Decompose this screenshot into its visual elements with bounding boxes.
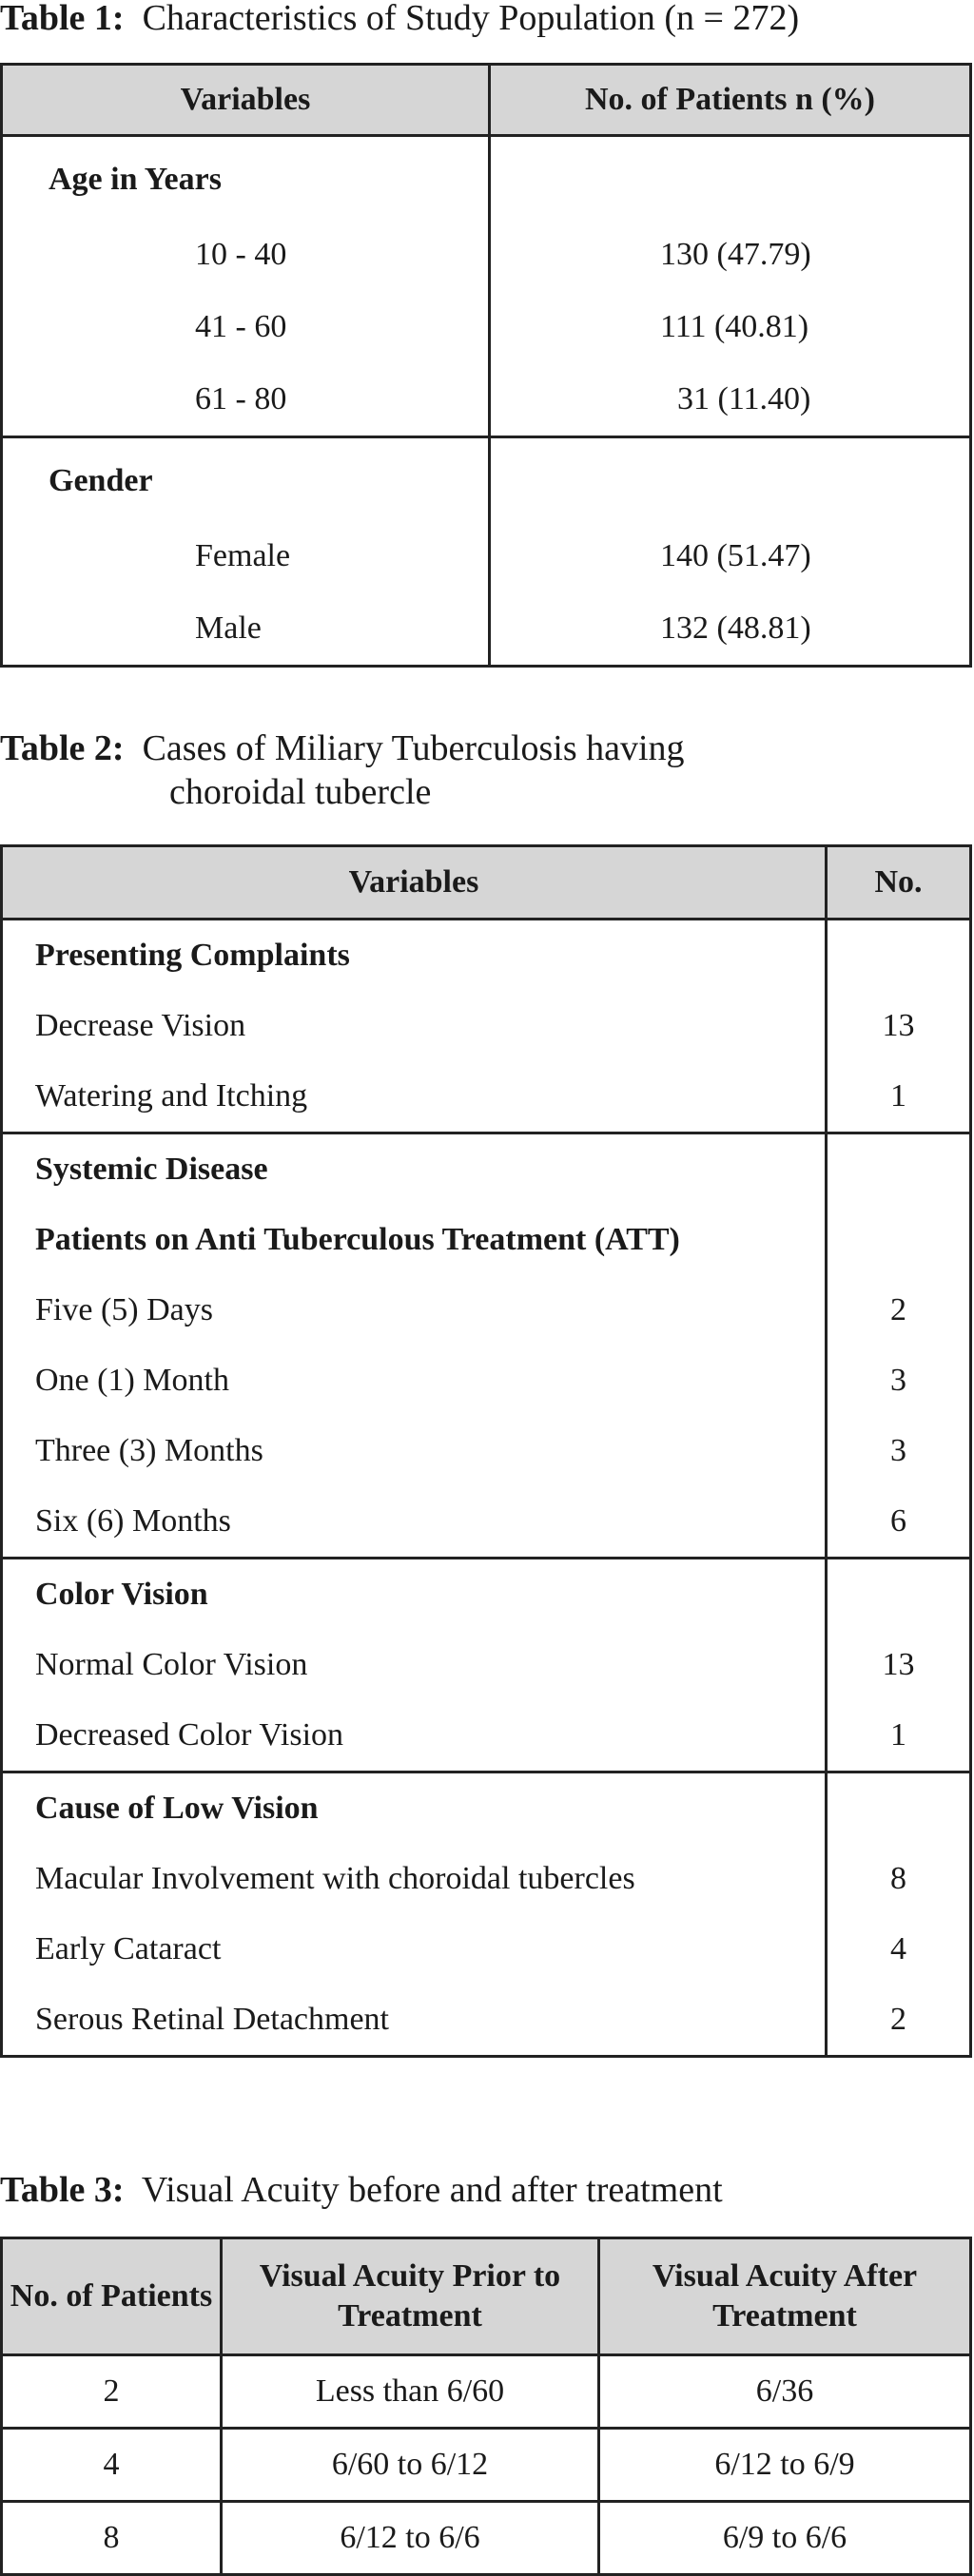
row-value: 130 (47.79) <box>660 237 811 272</box>
group-heading: Systemic Disease <box>35 1152 268 1187</box>
table1-caption-label: Table 1: <box>0 0 125 38</box>
row-label: Five (5) Days <box>35 1292 213 1327</box>
table2-caption-line2: choroidal tubercle <box>169 772 432 812</box>
table3-caption <box>0 2168 723 2212</box>
table3 <box>0 2237 972 2576</box>
group-heading: Cause of Low Vision <box>35 1791 319 1826</box>
table-row <box>2 2429 971 2502</box>
row-label: Watering and Itching <box>35 1078 308 1114</box>
row-value: 13 <box>882 1647 915 1682</box>
table2-col-no: No. <box>827 846 971 920</box>
cell-after: 6/9 to 6/6 <box>599 2502 971 2575</box>
row-label: Macular Involvement with choroidal tubercles <box>35 1861 635 1896</box>
table2-caption-label: Table 2: <box>0 728 125 768</box>
row-label: One (1) Month <box>35 1363 229 1398</box>
table1-col-variables: Variables <box>2 65 490 136</box>
table3-caption-text: Visual Acuity before and after treatment <box>141 2170 723 2210</box>
row-value: 2 <box>890 2002 906 2037</box>
row-value: 3 <box>890 1363 906 1398</box>
row-label: 10 - 40 <box>195 237 287 272</box>
table2-group-low-vision <box>2 1772 971 2057</box>
cell-prior: 6/60 to 6/12 <box>222 2429 599 2502</box>
table2-col-variables: Variables <box>2 846 827 920</box>
row-value: 31 (11.40) <box>677 381 811 416</box>
row-value: 4 <box>890 1931 906 1966</box>
cell-patients: 4 <box>2 2429 222 2502</box>
table1-header-row <box>2 65 971 136</box>
cell-patients: 8 <box>2 2502 222 2575</box>
row-value: 6 <box>890 1503 906 1539</box>
table1 <box>0 63 972 668</box>
row-label: Serous Retinal Detachment <box>35 2002 390 2037</box>
row-label: Decrease Vision <box>35 1008 246 1043</box>
table3-caption-label: Table 3: <box>0 2170 125 2210</box>
table2-group-systemic <box>2 1133 971 1559</box>
group-subheading: Patients on Anti Tuberculous Treatment (ATT) <box>35 1222 680 1257</box>
row-value: 140 (51.47) <box>660 538 811 573</box>
cell-after: 6/12 to 6/9 <box>599 2429 971 2502</box>
row-label: 61 - 80 <box>195 381 287 416</box>
table2-caption <box>0 726 685 814</box>
group-heading: Age in Years <box>49 162 222 197</box>
row-value: 1 <box>890 1717 906 1753</box>
row-value: 2 <box>890 1292 906 1327</box>
cell-prior: Less than 6/60 <box>222 2355 599 2429</box>
group-heading: Gender <box>49 463 153 498</box>
group-heading: Presenting Complaints <box>35 938 350 973</box>
table-row <box>2 2355 971 2429</box>
cell-patients: 2 <box>2 2355 222 2429</box>
row-value: 8 <box>890 1861 906 1896</box>
table2 <box>0 844 972 2058</box>
row-value: 1 <box>890 1078 906 1114</box>
row-label: Decreased Color Vision <box>35 1717 344 1753</box>
row-label: Female <box>195 538 291 573</box>
table2-group-color-vision <box>2 1559 971 1772</box>
row-label: 41 - 60 <box>195 309 287 344</box>
group-heading: Color Vision <box>35 1577 208 1612</box>
table2-group-complaints <box>2 920 971 1133</box>
table-row <box>2 2502 971 2575</box>
row-label: Six (6) Months <box>35 1503 231 1539</box>
row-label: Three (3) Months <box>35 1433 263 1468</box>
row-label: Early Cataract <box>35 1931 222 1966</box>
table1-caption <box>0 0 799 40</box>
table1-col-patients: No. of Patients n (%) <box>490 65 971 136</box>
table1-group-age <box>2 136 971 437</box>
row-value: 13 <box>882 1008 915 1043</box>
table3-header-row <box>2 2238 971 2355</box>
row-label: Male <box>195 610 262 646</box>
table2-caption-line1: Cases of Miliary Tuberculosis having <box>142 728 685 768</box>
row-value: 132 (48.81) <box>660 610 811 646</box>
table3-col-prior: Visual Acuity Prior to Treatment <box>222 2238 599 2355</box>
row-value: 111 (40.81) <box>660 309 809 344</box>
table3-col-after: Visual Acuity After Treatment <box>599 2238 971 2355</box>
row-label: Normal Color Vision <box>35 1647 308 1682</box>
row-value: 3 <box>890 1433 906 1468</box>
table2-header-row <box>2 846 971 920</box>
cell-after: 6/36 <box>599 2355 971 2429</box>
table3-col-patients: No. of Patients <box>2 2238 222 2355</box>
table1-caption-text: Characteristics of Study Population (n = 272) <box>142 0 800 38</box>
table1-group-gender <box>2 437 971 667</box>
cell-prior: 6/12 to 6/6 <box>222 2502 599 2575</box>
